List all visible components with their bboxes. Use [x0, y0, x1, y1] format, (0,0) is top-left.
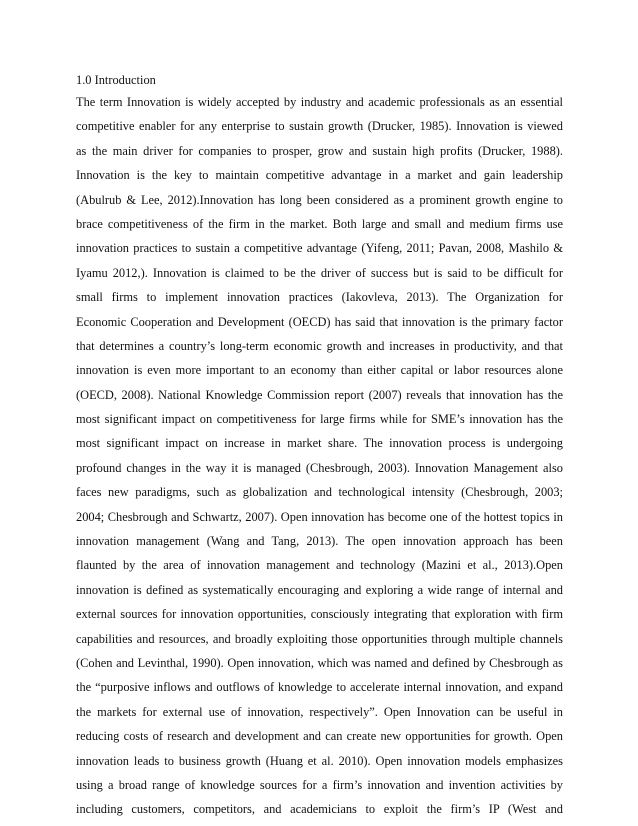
paragraph-line: (Cohen and Levinthal, 1990). Open innovation, which was named and defined by Chesbrough as: [76, 655, 563, 670]
section-heading: 1.0 Introduction: [76, 73, 156, 87]
paragraph-line: brace competitiveness of the firm in the market. Both large and small and medium firms use: [76, 216, 563, 231]
paragraph-line: Innovation is the key to maintain competitive advantage in a market and gain leadership: [76, 168, 563, 183]
paragraph-line: the “purposive inflows and outflows of knowledge to accelerate internal innovation, and expand: [76, 680, 563, 695]
paragraph-line: using a broad range of knowledge sources for a firm’s innovation and invention activities by: [76, 777, 563, 792]
paragraph-line: innovation is even more important to an economy than either capital or labor resources alone: [76, 363, 563, 378]
paragraph-line: faces new paradigms, such as globalization and technological intensity (Chesbrough, 2003;: [76, 485, 563, 500]
paragraph-line: Iyamu 2012,). Innovation is claimed to be the driver of success but is said to be difficult for: [76, 265, 563, 280]
paragraph-line: innovation practices to sustain a competitive advantage (Yifeng, 2011; Pavan, 2008, Mashilo &: [76, 241, 563, 256]
paragraph-line: the markets for external use of innovation, respectively”. Open Innovation can be useful in: [76, 704, 563, 719]
paragraph-line: (OECD, 2008). National Knowledge Commission report (2007) reveals that innovation has the: [76, 387, 563, 402]
paragraph-line: small firms to implement innovation practices (Iakovleva, 2013). The Organization for: [76, 290, 563, 305]
paragraph-line: capabilities and resources, and broadly exploiting those opportunities through multiple channels: [76, 631, 563, 646]
paragraph-line: reducing costs of research and development and can create new opportunities for growth. Open: [76, 729, 563, 744]
paragraph-line: The term Innovation is widely accepted by industry and academic professionals as an essential: [76, 95, 563, 109]
paragraph-line: Economic Cooperation and Development (OECD) has said that innovation is the primary factor: [76, 314, 563, 329]
paragraph-line: innovation management (Wang and Tang, 2013). The open innovation approach has been: [76, 534, 563, 549]
paragraph-line: innovation leads to business growth (Huang et al. 2010). Open innovation models emphasizes: [76, 753, 563, 768]
paragraph-line: flaunted by the area of innovation management and technology (Mazini et al., 2013).Open: [76, 558, 563, 573]
paragraph-line: (Abulrub & Lee, 2012).Innovation has long been considered as a prominent growth engine to: [76, 192, 563, 207]
paragraph-line: 2004; Chesbrough and Schwartz, 2007). Open innovation has become one of the hottest topics in: [76, 509, 563, 524]
paragraph-line: external sources for innovation opportunities, consciously integrating that exploration with firm: [76, 607, 563, 622]
paragraph-line: profound changes in the way it is managed (Chesbrough, 2003). Innovation Management also: [76, 460, 563, 475]
paragraph-line: most significant impact on increase in market share. The innovation process is undergoing: [76, 436, 563, 451]
body-paragraph: [76, 94, 563, 826]
paragraph-line: that determines a country’s long-term economic growth and increases in productivity, and that: [76, 338, 563, 353]
paragraph-line: including customers, competitors, and academicians to exploit the firm’s IP (West and: [76, 802, 563, 817]
paragraph-line: innovation is defined as systematically encouraging and exploring a wide range of internal and: [76, 582, 563, 597]
paragraph-line: as the main driver for companies to prosper, grow and sustain high profits (Drucker, 1988).: [76, 143, 563, 158]
paragraph-line: competitive enabler for any enterprise to sustain growth (Drucker, 1985). Innovation is viewed: [76, 119, 563, 134]
paragraph-line: most significant impact on competitiveness for large firms while for SME’s innovation has the: [76, 412, 563, 427]
